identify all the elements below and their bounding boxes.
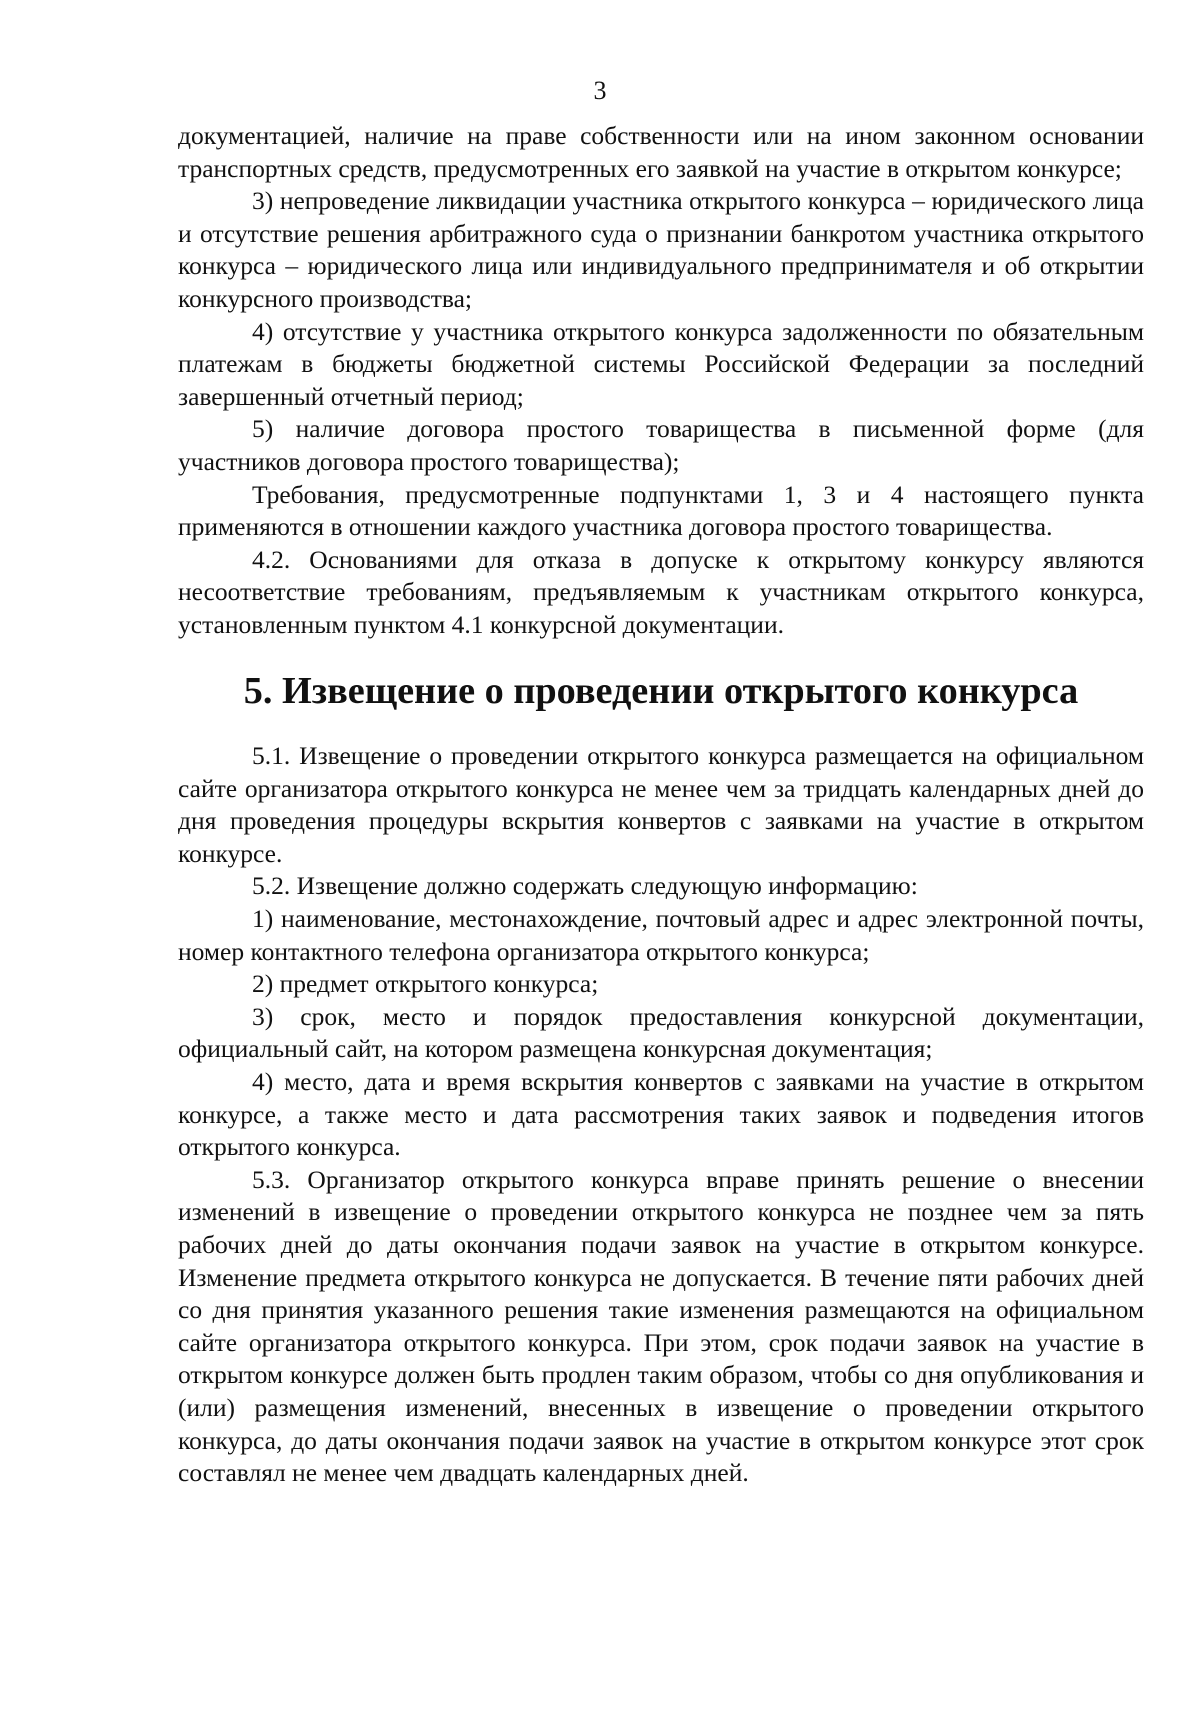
paragraph: Требования, предусмотренные подпунктами 1, 3 и 4 настоящего пункта применяются в отношении каждого участника договора простого товарищества. [178,479,1144,542]
paragraph: 5.2. Извещение должно содержать следующую информацию: [252,871,918,901]
paragraph: 3) непроведение ликвидации участника открытого конкурса – юридического лица и отсутствие решения арбитражного суда о признании банкротом участника открытого конкурса – юридического лица или индивидуального предпринимателя и об открытии конкурсного производства; [178,186,1144,313]
paragraph: 4) отсутствие у участника открытого конкурса задолженности по обязательным платежам в бюджеты бюджетной системы Российской Федерации за последний завершенный отчетный период; [178,316,1144,411]
paragraph: 4) место, дата и время вскрытия конвертов с заявками на участие в открытом конкурсе, а также место и дата рассмотрения таких заявок и подведения итогов открытого конкурса. [178,1067,1144,1162]
document-body [178,120,1144,1490]
section-spacer [178,707,1144,740]
page-number: 3 [593,76,607,105]
paragraph: 5.1. Извещение о проведении открытого конкурса размещается на официальном сайте организатора открытого конкурса не менее чем за тридцать календарных дней до дня проведения процедуры вскрытия конвертов с заявками на участие в открытом конкурсе. [178,741,1144,868]
paragraph: 1) наименование, местонахождение, почтовый адрес и адрес электронной почты, номер контактного телефона организатора открытого конкурса; [178,904,1144,966]
paragraph: 4.2. Основаниями для отказа в допуске к открытому конкурсу являются несоответствие требованиям, предъявляемым к участникам открытого конкурса, установленным пунктом 4.1 конкурсной документации. [178,544,1144,639]
paragraph: 3) срок, место и порядок предоставления конкурсной документации, официальный сайт, на котором размещена конкурсная документация; [178,1001,1144,1064]
paragraph: 5.3. Организатор открытого конкурса вправе принять решение о внесении изменений в извещение о проведении открытого конкурса не позднее чем за пять рабочих дней до даты окончания подачи заявок на участие в открытом конкурсе. Изменение предмета открытого конкурса не допускается. В течение пяти рабочих дней со дня принятия указанного решения такие изменения размещаются на официальном сайте организатора открытого конкурса. При этом, срок подачи заявок на участие в открытом конкурсе должен быть продлен таким образом, чтобы со дня опубликования и (или) размещения изменений, внесенных в извещение о проведении открытого конкурса, до даты окончания подачи заявок на участие в открытом конкурсе этот срок составлял не менее чем двадцать календарных дней. [178,1164,1144,1488]
paragraph: документацией, наличие на праве собственности или на ином законном основании транспортных средств, предусмотренных его заявкой на участие в открытом конкурсе; [178,121,1144,183]
section-heading: 5. Извещение о проведении открытого конкурса [243,669,1079,712]
paragraph: 2) предмет открытого конкурса; [252,969,599,999]
paragraph: 5) наличие договора простого товарищества в письменной форме (для участников договора простого товарищества); [178,414,1144,476]
